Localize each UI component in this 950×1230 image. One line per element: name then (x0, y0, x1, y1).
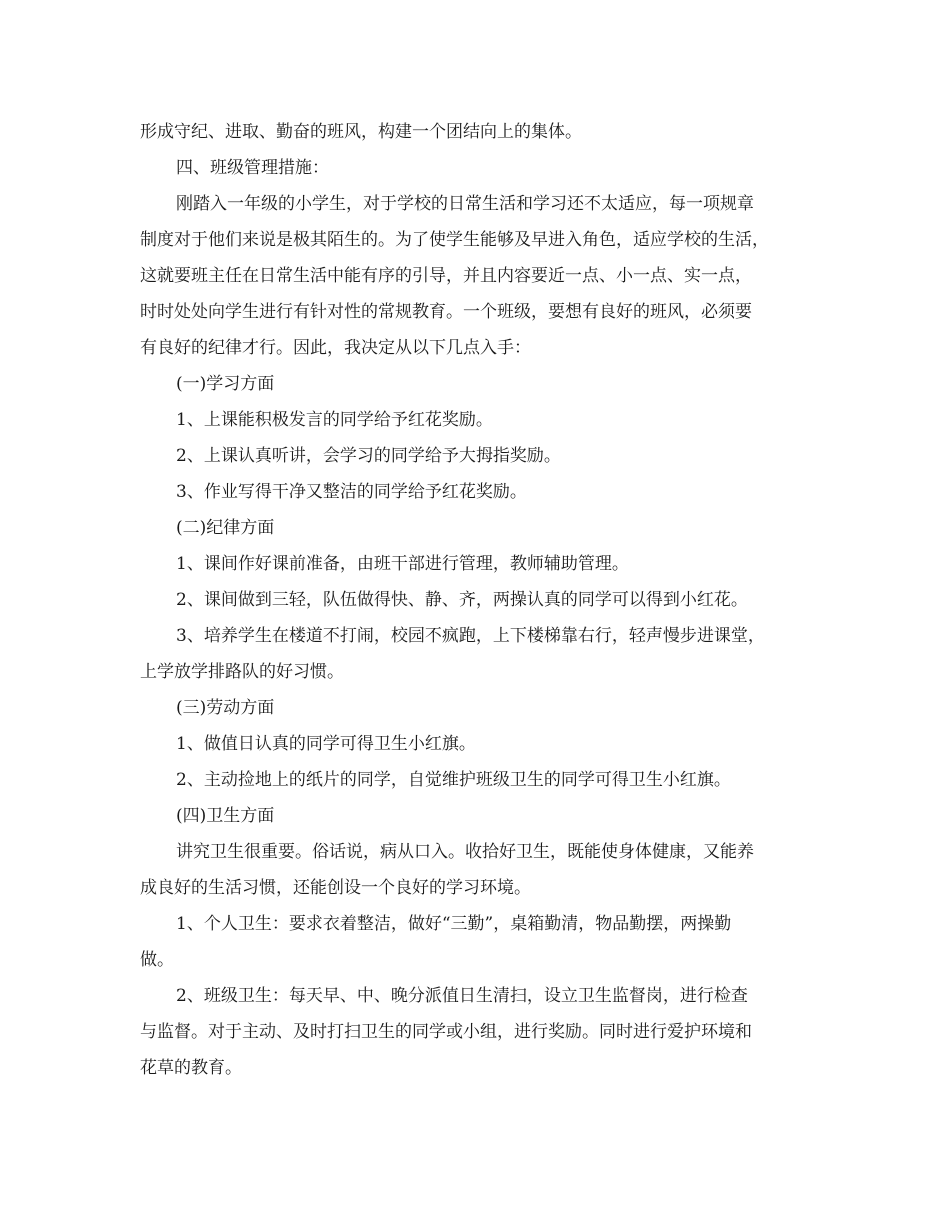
list-item: 3、培养学生在楼道不打闹，校园不疯跑，上下楼梯靠右行，轻声慢步进课堂， (176, 626, 765, 646)
text-line: 刚踏入一年级的小学生，对于学校的日常生活和学习还不太适应，每一项规章 (176, 194, 754, 214)
list-item: 1、个人卫生：要求衣着整洁，做好“三勤”，桌箱勤清，物品勤摆，两操勤 (176, 914, 732, 934)
text-line: 有良好的纪律才行。因此，我决定从以下几点入手： (140, 338, 531, 358)
list-item: 2、班级卫生：每天早、中、晚分派值日生清扫，设立卫生监督岗，进行检查 (176, 986, 748, 1006)
text-line: 成良好的生活习惯，还能创设一个良好的学习环境。 (140, 878, 531, 898)
subsection-heading: (二)纪律方面 (176, 518, 275, 538)
text-line: 制度对于他们来说是极其陌生的。为了使学生能够及早进入角色，适应学校的生活， (140, 230, 769, 250)
section-heading: 四、班级管理措施： (176, 158, 329, 178)
text-line: 时时处处向学生进行有针对性的常规教育。一个班级，要想有良好的班风，必须要 (140, 302, 752, 322)
text-line: 做。 (140, 950, 174, 970)
text-line: 花草的教育。 (140, 1058, 242, 1078)
list-item: 2、课间做到三轻，队伍做得快、静、齐，两操认真的同学可以得到小红花。 (176, 590, 748, 610)
list-item: 1、课间作好课前准备，由班干部进行管理，教师辅助管理。 (176, 554, 629, 574)
subsection-heading: (三)劳动方面 (176, 698, 275, 718)
list-item: 1、做值日认真的同学可得卫生小红旗。 (176, 734, 476, 754)
text-line: 上学放学排路队的好习惯。 (140, 662, 344, 682)
text-line: 这就要班主任在日常生活中能有序的引导，并且内容要近一点、小一点、实一点， (140, 266, 752, 286)
list-item: 2、上课认真听讲，会学习的同学给予大拇指奖励。 (176, 446, 561, 466)
text-line: 形成守纪、进取、勤奋的班风，构建一个团结向上的集体。 (140, 122, 582, 142)
subsection-heading: (四)卫生方面 (176, 806, 275, 826)
text-line: 与监督。对于主动、及时打扫卫生的同学或小组，进行奖励。同时进行爱护环境和 (140, 1022, 752, 1042)
list-item: 2、主动捡地上的纸片的同学，自觉维护班级卫生的同学可得卫生小红旗。 (176, 770, 731, 790)
text-line: 讲究卫生很重要。俗话说，病从口入。收拾好卫生，既能使身体健康，又能养 (176, 842, 754, 862)
subsection-heading: (一)学习方面 (176, 374, 275, 394)
list-item: 3、作业写得干净又整洁的同学给予红花奖励。 (176, 482, 527, 502)
list-item: 1、上课能积极发言的同学给予红花奖励。 (176, 410, 493, 430)
